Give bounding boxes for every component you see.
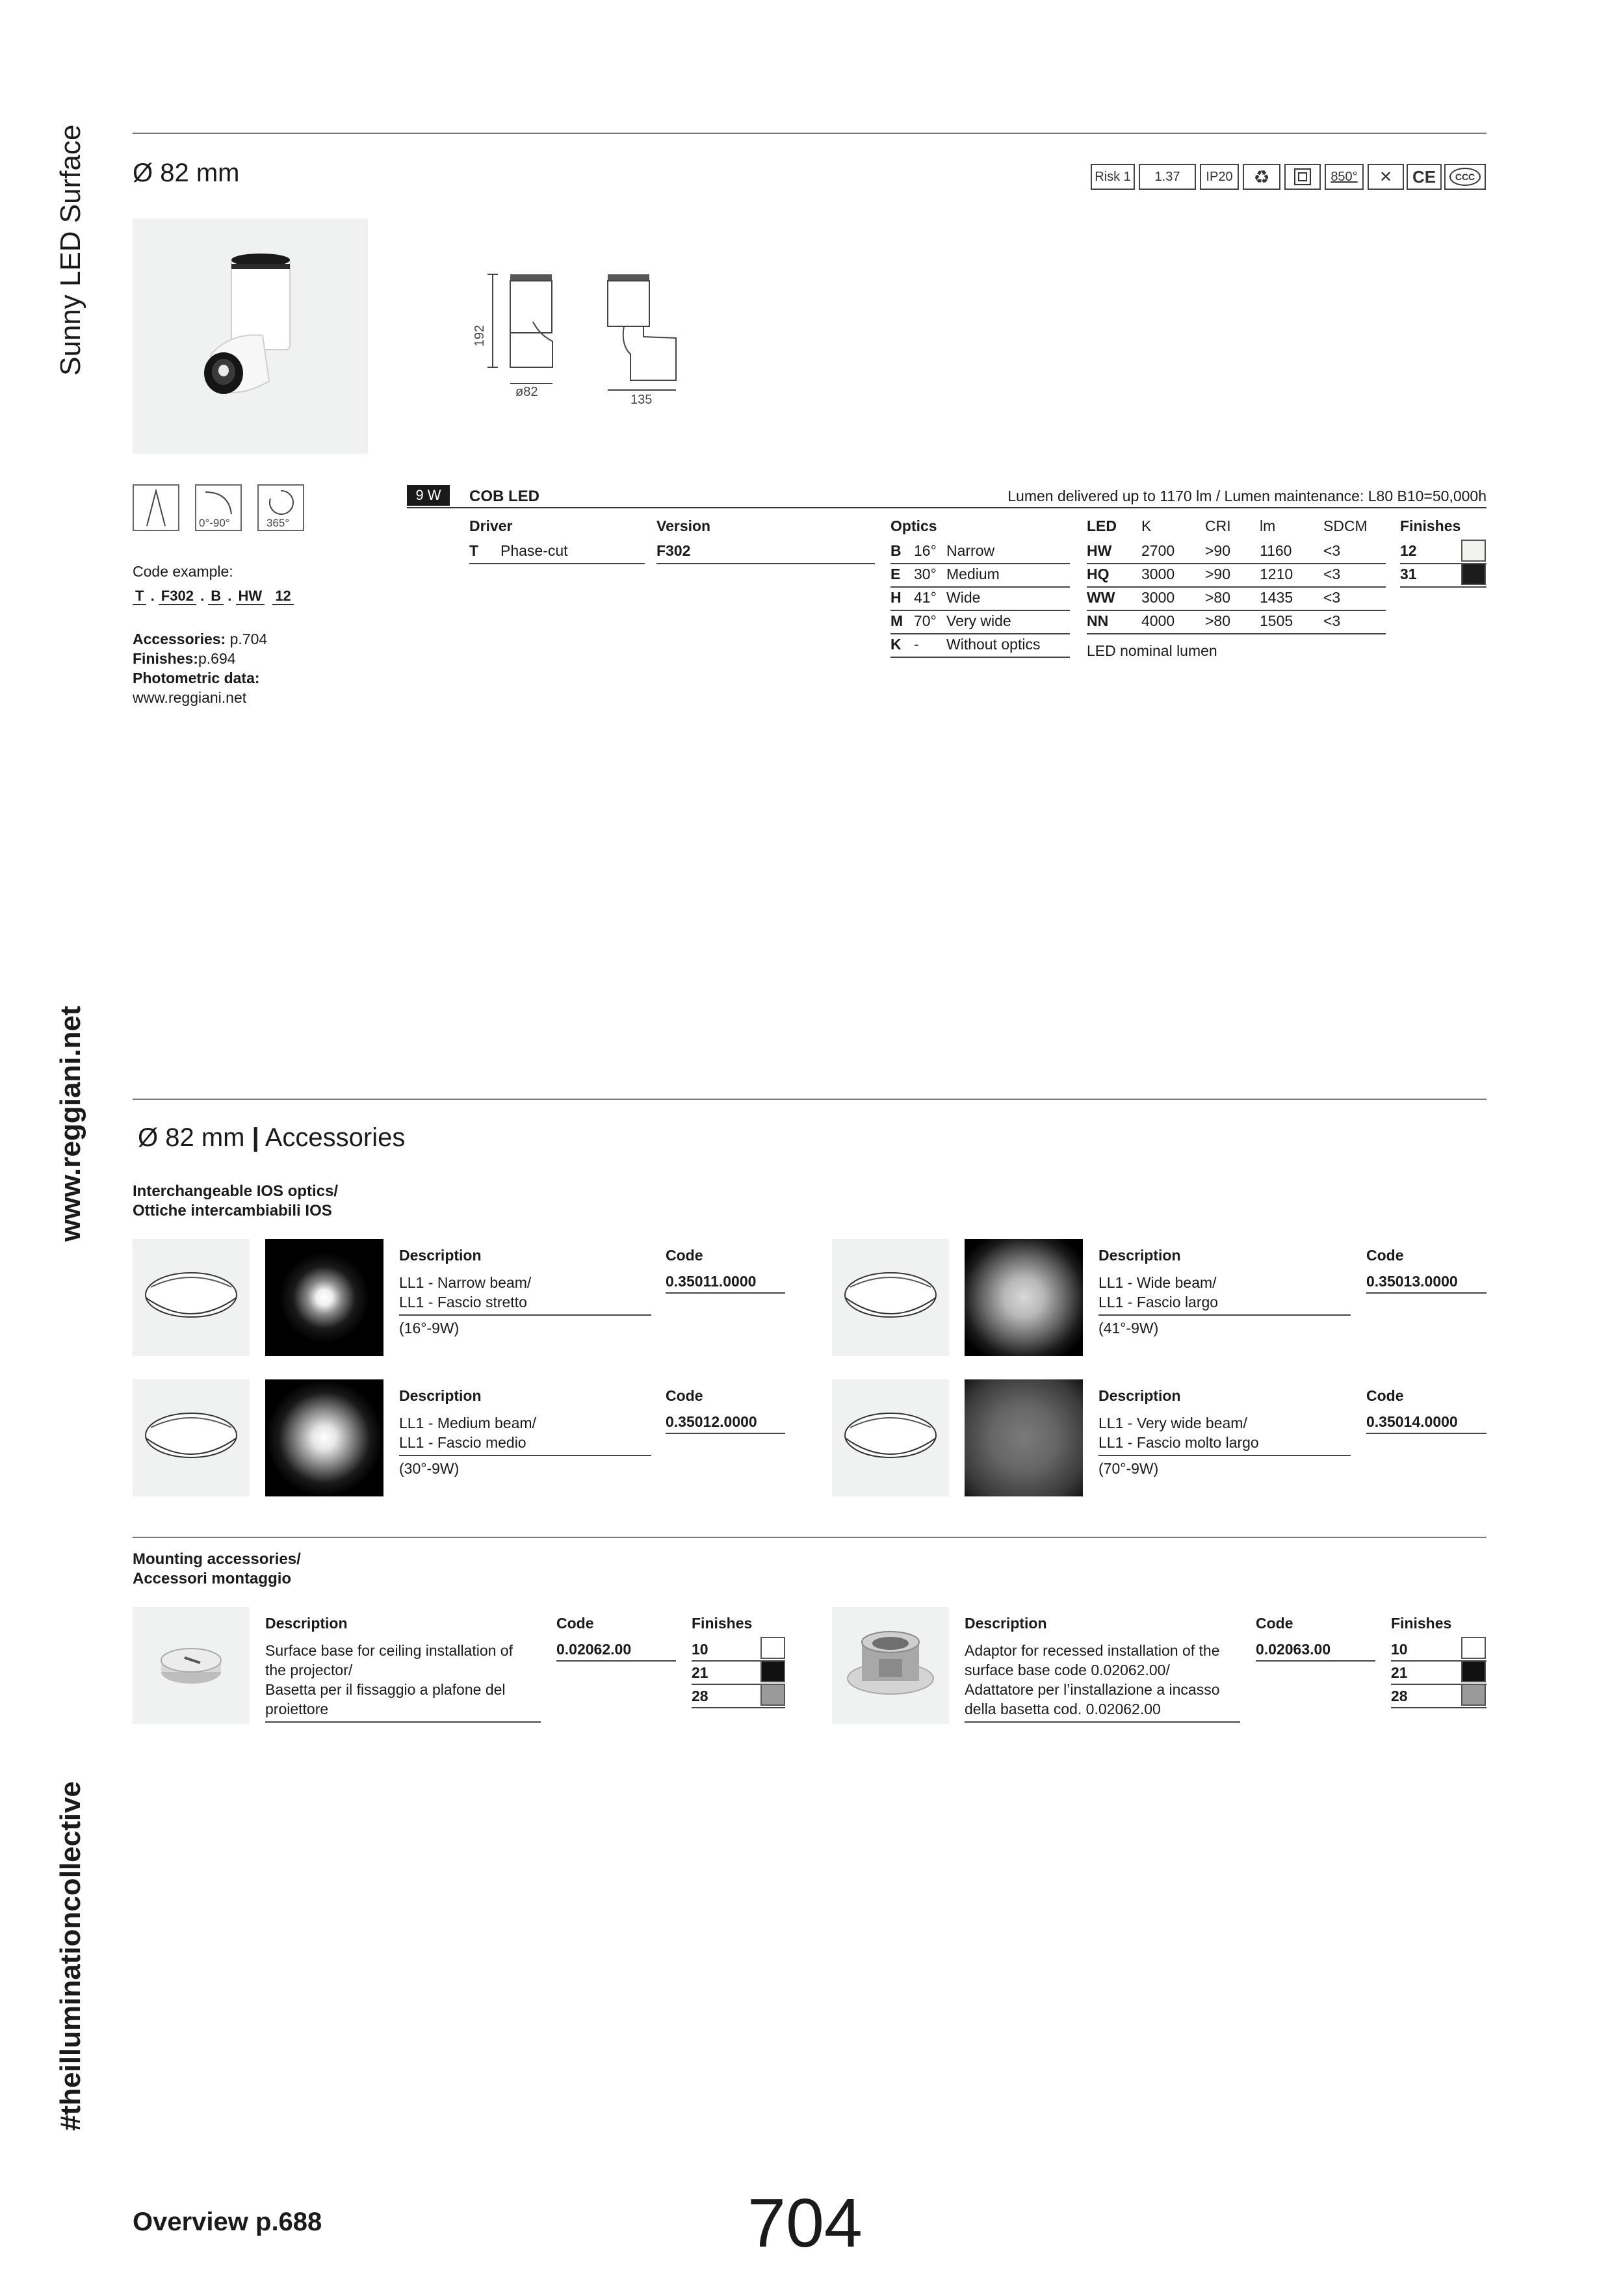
led-header: LED xyxy=(1087,517,1117,534)
finish-code: 10 xyxy=(1391,1641,1408,1658)
description-header: Description xyxy=(1098,1387,1181,1404)
led-code: HW xyxy=(1087,542,1112,559)
beam-pattern-medium xyxy=(265,1379,383,1496)
finish-row-rule xyxy=(1391,1707,1487,1708)
description-rule xyxy=(265,1721,541,1723)
optic-code: B xyxy=(890,542,902,559)
led-lm: 1435 xyxy=(1260,589,1293,606)
optic-name: Medium xyxy=(946,566,1000,582)
mounting-rule xyxy=(133,1537,1487,1538)
recycle-icon: ♻ xyxy=(1243,164,1280,190)
led-lm: 1160 xyxy=(1260,542,1292,559)
description-header: Description xyxy=(399,1247,482,1264)
optic-code: H xyxy=(890,589,902,606)
finishes-header: Finishes xyxy=(692,1615,753,1632)
finish-swatch-grey xyxy=(1461,1684,1486,1706)
beam-shape-icon xyxy=(133,484,179,531)
lm-header: lm xyxy=(1260,517,1276,534)
description-rule xyxy=(399,1314,651,1316)
description-header: Description xyxy=(265,1615,348,1632)
mounting-description-line: Surface base for ceiling installation of xyxy=(265,1642,513,1659)
optic-lens-photo xyxy=(133,1379,250,1496)
led-cri: >90 xyxy=(1205,542,1231,559)
glow-wire-icon: 850° xyxy=(1325,164,1364,190)
rotation-icon: 365° xyxy=(257,484,304,531)
finish-code: 28 xyxy=(1391,1688,1408,1704)
optic-name: Very wide xyxy=(946,612,1011,629)
led-row-rule xyxy=(1087,610,1386,611)
code-rule xyxy=(666,1292,785,1294)
top-rule xyxy=(133,133,1487,134)
code-header: Code xyxy=(666,1247,703,1264)
mounting-description-line: Adattatore per l’installazione a incasso xyxy=(965,1681,1220,1698)
beam-pattern-narrow xyxy=(265,1239,383,1356)
code-part-led: HW xyxy=(236,588,265,605)
finishes-header: Finishes xyxy=(1391,1615,1452,1632)
code-rule xyxy=(1366,1292,1487,1294)
finishes-reference: Finishes:p.694 xyxy=(133,650,236,667)
led-cri: >80 xyxy=(1205,612,1231,629)
beam-pattern-very-wide xyxy=(965,1379,1083,1496)
code-rule xyxy=(1256,1660,1375,1662)
description-rule xyxy=(1098,1455,1351,1456)
mounting-description-line: della basetta cod. 0.02062.00 xyxy=(965,1701,1161,1717)
optic-code-value: 0.35014.0000 xyxy=(1366,1413,1458,1430)
code-part-driver: T xyxy=(133,588,146,605)
accessories-rule xyxy=(133,1099,1487,1100)
led-sdcm: <3 xyxy=(1323,566,1341,582)
finish-swatch-white xyxy=(1461,540,1486,562)
description-rule xyxy=(399,1455,651,1456)
mounting-heading: Mounting accessories/ Accessori montaggio xyxy=(133,1550,301,1587)
driver-row-rule xyxy=(469,563,645,564)
optic-lens-photo xyxy=(832,1379,949,1496)
optic-spec: (70°-9W) xyxy=(1098,1460,1159,1477)
spec-header-rule xyxy=(407,507,1487,508)
finish-swatch-white xyxy=(1461,1637,1486,1659)
description-rule xyxy=(965,1721,1240,1723)
optic-code: K xyxy=(890,636,902,653)
version-header: Version xyxy=(656,517,711,534)
code-header: Code xyxy=(1256,1615,1293,1632)
led-type: COB LED xyxy=(469,488,539,505)
driver-code: T xyxy=(469,542,479,559)
code-header: Code xyxy=(666,1387,703,1404)
ce-mark-icon: CE xyxy=(1407,164,1442,190)
version-row-rule xyxy=(656,563,875,564)
led-note: LED nominal lumen xyxy=(1087,642,1217,659)
driver-header: Driver xyxy=(469,517,513,534)
led-row-rule xyxy=(1087,586,1386,588)
finish-code: 12 xyxy=(1400,542,1417,559)
side-website: www.reggiani.net xyxy=(55,1006,86,1242)
led-k: 3000 xyxy=(1141,566,1175,582)
optic-row-rule xyxy=(890,586,1070,588)
cri-header: CRI xyxy=(1205,517,1231,534)
code-rule xyxy=(666,1433,785,1434)
led-code: WW xyxy=(1087,589,1115,606)
code-part-optics: B xyxy=(208,588,224,605)
version-code: F302 xyxy=(656,542,691,559)
optic-code-value: 0.35013.0000 xyxy=(1366,1273,1458,1290)
finish-row-rule xyxy=(1400,586,1487,588)
led-sdcm: <3 xyxy=(1323,612,1341,629)
ip-rating-icon: IP20 xyxy=(1200,164,1239,190)
led-code: HQ xyxy=(1087,566,1110,582)
optic-description-line: LL1 - Fascio molto largo xyxy=(1098,1434,1259,1451)
beam-pattern-wide xyxy=(965,1239,1083,1356)
optic-description-line: LL1 - Fascio largo xyxy=(1098,1294,1219,1311)
finish-swatch-white xyxy=(760,1637,785,1659)
mounting-description-line: Basetta per il fissaggio a plafone del xyxy=(265,1681,506,1698)
tilt-icon: 0°-90° xyxy=(195,484,242,531)
led-cri: >80 xyxy=(1205,589,1231,606)
ccc-mark-icon: CCC xyxy=(1444,164,1486,190)
optics-heading: Interchangeable IOS optics/ Ottiche intercambiabili IOS xyxy=(133,1182,339,1220)
finish-row-rule xyxy=(692,1707,785,1708)
optics-header: Optics xyxy=(890,517,937,534)
optic-row-rule xyxy=(890,633,1070,634)
code-header: Code xyxy=(1366,1387,1404,1404)
finish-code: 21 xyxy=(1391,1664,1408,1681)
mounting-description-line: proiettore xyxy=(265,1701,329,1717)
technical-drawing xyxy=(455,260,689,416)
led-k: 4000 xyxy=(1141,612,1175,629)
finish-swatch-black xyxy=(1461,563,1486,585)
sdcm-header: SDCM xyxy=(1323,517,1368,534)
photometric-link[interactable]: www.reggiani.net xyxy=(133,689,247,706)
optic-lens-photo xyxy=(133,1239,250,1356)
code-example: T . F302 . B . HW 12 xyxy=(133,588,294,605)
optic-spec: (30°-9W) xyxy=(399,1460,460,1477)
led-sdcm: <3 xyxy=(1323,589,1341,606)
led-sdcm: <3 xyxy=(1323,542,1341,559)
side-product-name: Sunny LED Surface xyxy=(55,124,86,376)
mounting-description-line: Adaptor for recessed installation of the xyxy=(965,1642,1220,1659)
mounting-code-value: 0.02063.00 xyxy=(1256,1641,1331,1658)
no-dimmer-icon: ✕ xyxy=(1368,164,1404,190)
risk-group-icon: Risk 1 xyxy=(1091,164,1135,190)
optic-name: Narrow xyxy=(946,542,995,559)
optic-description-line: LL1 - Wide beam/ xyxy=(1098,1274,1217,1291)
weight-icon: 1.37 xyxy=(1139,164,1196,190)
mounting-description-line: surface base code 0.02062.00/ xyxy=(965,1662,1170,1678)
lumen-note: Lumen delivered up to 1170 lm / Lumen maintenance: L80 B10=50,000h xyxy=(1007,488,1487,504)
optic-angle: 70° xyxy=(914,612,937,629)
led-k: 2700 xyxy=(1141,542,1175,559)
mounting-code-value: 0.02062.00 xyxy=(556,1641,632,1658)
code-part-finish: 12 xyxy=(272,588,293,605)
diameter-dimension: ø82 xyxy=(515,385,538,399)
side-hashtag: #theilluminationcollective xyxy=(55,1781,86,2131)
optic-description-line: LL1 - Fascio stretto xyxy=(399,1294,527,1311)
finish-code: 21 xyxy=(692,1664,708,1681)
optic-name: Without optics xyxy=(946,636,1041,653)
optic-name: Wide xyxy=(946,589,981,606)
accessories-reference: Accessories: p.704 xyxy=(133,631,268,647)
optic-row-rule xyxy=(890,610,1070,611)
overview-link[interactable]: Overview p.688 xyxy=(133,2208,322,2236)
wattage-badge: 9 W xyxy=(407,485,450,506)
finish-code: 10 xyxy=(692,1641,708,1658)
optic-spec: (41°-9W) xyxy=(1098,1320,1159,1337)
class-ii-icon xyxy=(1284,164,1321,190)
adaptor-photo xyxy=(832,1607,949,1724)
led-row-rule xyxy=(1087,563,1386,564)
led-k: 3000 xyxy=(1141,589,1175,606)
description-rule xyxy=(1098,1314,1351,1316)
optic-description-line: LL1 - Medium beam/ xyxy=(399,1415,536,1431)
led-row-rule xyxy=(1087,633,1386,634)
finish-swatch-black xyxy=(760,1660,785,1682)
optic-angle: 30° xyxy=(914,566,937,582)
code-header: Code xyxy=(1366,1247,1404,1264)
surface-base-photo xyxy=(133,1607,250,1724)
optic-description-line: LL1 - Very wide beam/ xyxy=(1098,1415,1247,1431)
k-header: K xyxy=(1141,517,1152,534)
finish-swatch-grey xyxy=(760,1684,785,1706)
optic-code: M xyxy=(890,612,903,629)
optic-row-rule xyxy=(890,657,1070,658)
driver-name: Phase-cut xyxy=(500,542,568,559)
led-code: NN xyxy=(1087,612,1109,629)
accessories-title: Ø 82 mm | Accessories xyxy=(138,1123,406,1152)
height-dimension: 192 xyxy=(473,324,487,347)
optic-angle: 16° xyxy=(914,542,937,559)
code-header: Code xyxy=(556,1615,594,1632)
description-header: Description xyxy=(399,1387,482,1404)
finish-code: 28 xyxy=(692,1688,708,1704)
code-example-label: Code example: xyxy=(133,563,233,580)
page-number: 704 xyxy=(747,2185,863,2262)
size-title: Ø 82 mm xyxy=(133,159,240,187)
photometric-label: Photometric data: xyxy=(133,670,260,686)
optic-description-line: LL1 - Fascio medio xyxy=(399,1434,526,1451)
code-part-version: F302 xyxy=(159,588,196,605)
optic-code-value: 0.35012.0000 xyxy=(666,1413,757,1430)
product-photo xyxy=(133,218,368,454)
description-header: Description xyxy=(965,1615,1047,1632)
optic-lens-photo xyxy=(832,1239,949,1356)
led-lm: 1210 xyxy=(1260,566,1293,582)
finish-code: 31 xyxy=(1400,566,1417,582)
code-rule xyxy=(556,1660,676,1662)
led-lm: 1505 xyxy=(1260,612,1293,629)
finishes-header: Finishes xyxy=(1400,517,1461,534)
optic-code-value: 0.35011.0000 xyxy=(666,1273,757,1290)
led-cri: >90 xyxy=(1205,566,1231,582)
description-header: Description xyxy=(1098,1247,1181,1264)
mounting-description-line: the projector/ xyxy=(265,1662,353,1678)
optic-row-rule xyxy=(890,563,1070,564)
depth-dimension: 135 xyxy=(630,393,653,407)
optic-angle: 41° xyxy=(914,589,937,606)
finish-swatch-black xyxy=(1461,1660,1486,1682)
optic-code: E xyxy=(890,566,901,582)
code-rule xyxy=(1366,1433,1487,1434)
optic-spec: (16°-9W) xyxy=(399,1320,460,1337)
optic-angle: - xyxy=(914,636,919,653)
optic-description-line: LL1 - Narrow beam/ xyxy=(399,1274,532,1291)
